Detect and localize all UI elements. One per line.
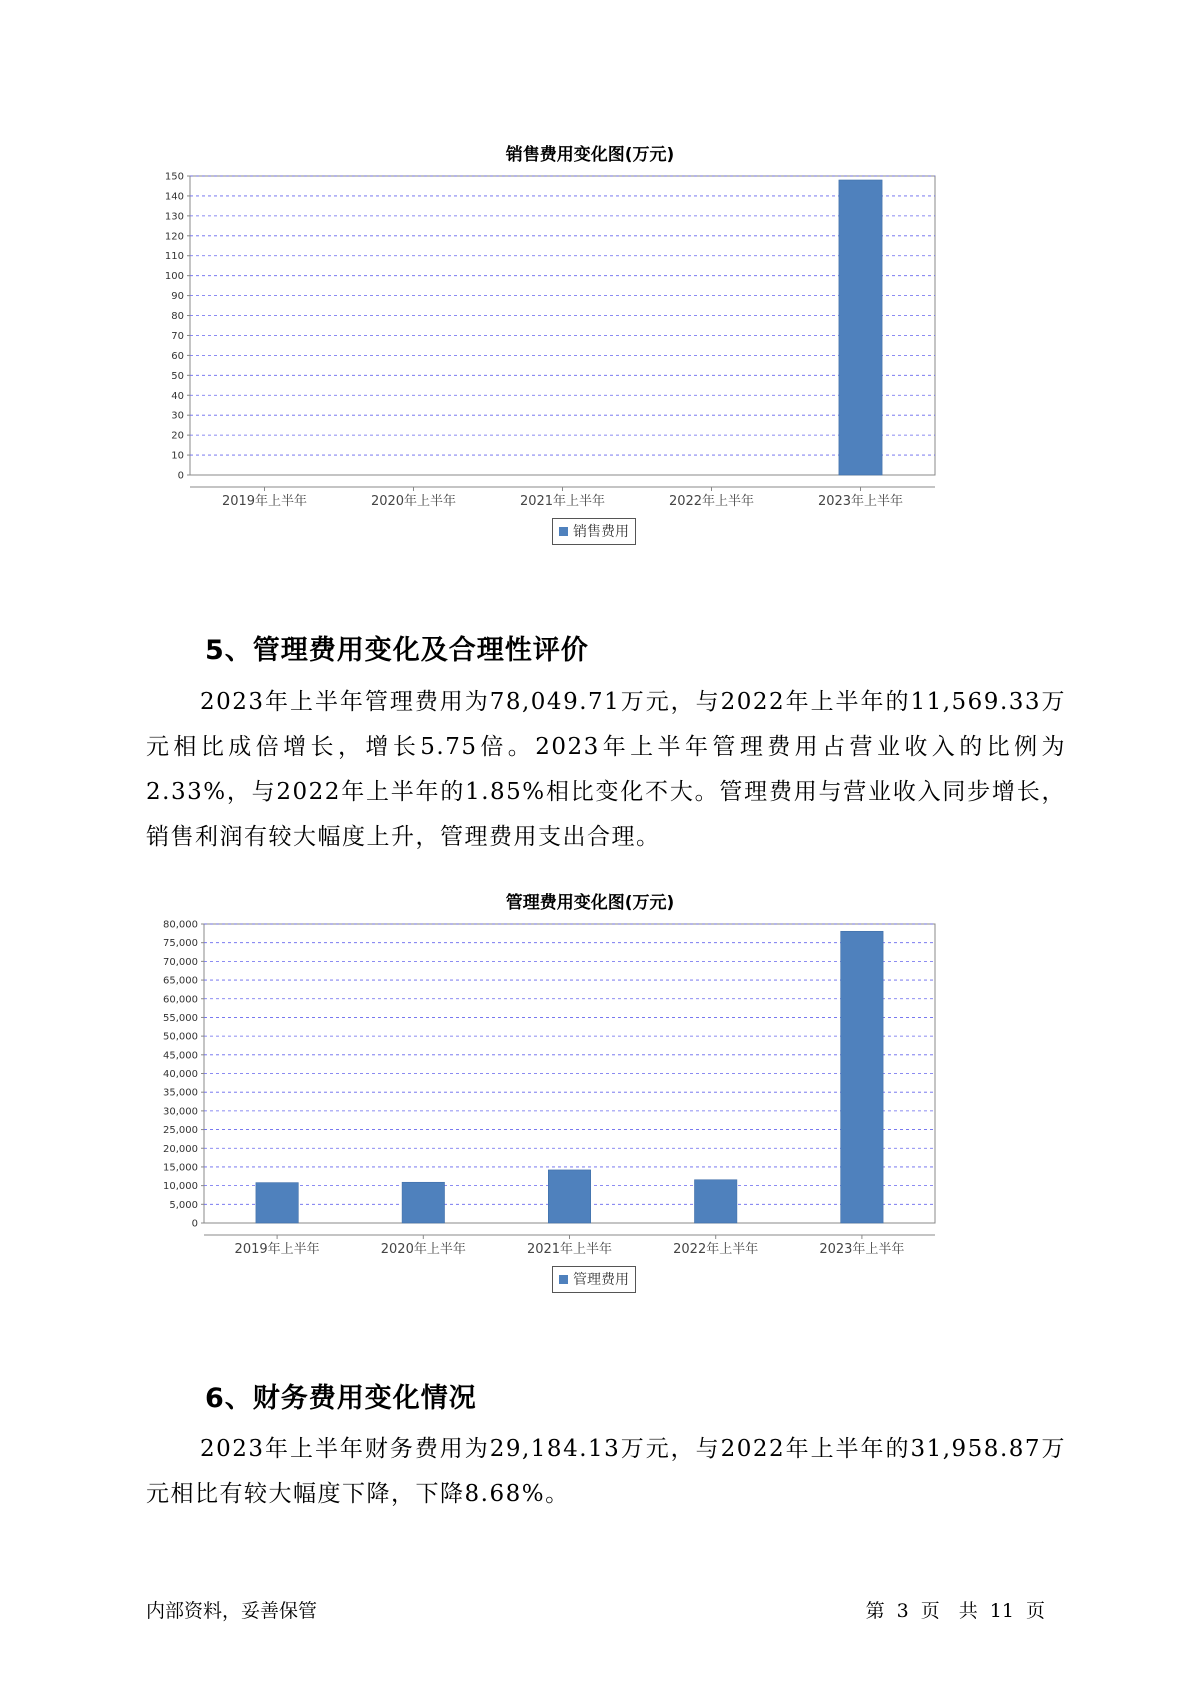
y-tick-label: 25,000 — [163, 1125, 198, 1137]
y-tick-label: 20,000 — [163, 1143, 198, 1155]
chart-title: 管理费用变化图(万元) — [505, 893, 675, 913]
admin-expense-chart — [140, 888, 1040, 1298]
y-tick-label: 75,000 — [163, 938, 198, 950]
y-tick-label: 80 — [171, 311, 184, 323]
sales-expense-chart — [140, 140, 1040, 550]
y-tick-label: 110 — [164, 251, 184, 263]
y-tick-label: 0 — [191, 1218, 198, 1230]
y-tick-label: 150 — [164, 171, 184, 183]
y-tick-label: 55,000 — [163, 1012, 198, 1024]
y-tick-label: 120 — [164, 231, 184, 243]
footer-note: 内部资料，妥善保管 — [146, 1600, 318, 1622]
legend-label: 销售费用 — [573, 524, 629, 540]
y-tick-label: 45,000 — [163, 1050, 198, 1062]
sales-expense-plot — [140, 170, 1040, 520]
y-tick-label: 70 — [171, 330, 184, 342]
section-paragraph: 2023年上半年财务费用为29,184.13万元，与2022年上半年的31,958.87万元相比有较大幅度下降，下降8.68%。 — [146, 1436, 1066, 1507]
y-tick-label: 15,000 — [163, 1162, 198, 1174]
section-heading: 5、管理费用变化及合理性评价 — [205, 635, 589, 666]
y-tick-label: 30,000 — [163, 1106, 198, 1118]
x-tick-label: 2020年上半年 — [370, 494, 457, 509]
bar — [839, 180, 882, 475]
x-tick-label: 2021年上半年 — [526, 1242, 613, 1257]
admin-expense-plot — [140, 918, 1040, 1268]
section-paragraph: 2023年上半年管理费用为78,049.71万元，与2022年上半年的11,569.33万元相比成倍增长，增长5.75倍。2023年上半年管理费用占营业收入的比例为2.33%，与2022年上半年的1.85%相比变化不大。管理费用与营业收入同步增长，销售利润有较大幅度上升，管理费用支出合理。 — [146, 689, 1066, 850]
y-tick-label: 0 — [177, 470, 184, 482]
y-tick-label: 50 — [171, 370, 184, 382]
x-tick-label: 2019年上半年 — [221, 494, 308, 509]
section-heading: 6、财务费用变化情况 — [205, 1383, 477, 1414]
y-tick-label: 30 — [171, 410, 184, 422]
x-tick-label: 2021年上半年 — [519, 494, 606, 509]
x-tick-label: 2019年上半年 — [234, 1242, 320, 1257]
chart-legend — [552, 518, 636, 545]
y-tick-label: 50,000 — [163, 1031, 198, 1043]
y-tick-label: 80,000 — [163, 919, 198, 931]
bar — [402, 1182, 444, 1223]
y-tick-label: 70,000 — [163, 956, 198, 968]
y-tick-label: 40 — [171, 390, 184, 402]
y-tick-label: 90 — [171, 291, 184, 303]
bar — [256, 1183, 298, 1223]
y-tick-label: 10 — [171, 450, 184, 462]
y-tick-label: 5,000 — [169, 1199, 198, 1211]
x-tick-label: 2020年上半年 — [380, 1242, 466, 1257]
y-tick-label: 60 — [171, 350, 184, 362]
y-tick-label: 20 — [171, 430, 184, 442]
y-tick-label: 100 — [164, 271, 184, 283]
legend-swatch — [559, 527, 568, 536]
x-tick-label: 2022年上半年 — [673, 1242, 759, 1257]
y-tick-label: 140 — [164, 191, 184, 203]
bar — [548, 1170, 590, 1223]
plot-frame — [190, 176, 935, 475]
y-tick-label: 35,000 — [163, 1087, 198, 1099]
x-tick-label: 2023年上半年 — [817, 494, 904, 509]
y-tick-label: 65,000 — [163, 975, 198, 987]
chart-legend — [552, 1266, 636, 1293]
legend-swatch — [559, 1275, 568, 1284]
chart-title: 销售费用变化图(万元) — [505, 145, 675, 165]
y-tick-label: 130 — [164, 211, 184, 223]
bar — [841, 931, 883, 1223]
legend-label: 管理费用 — [573, 1272, 629, 1288]
y-tick-label: 60,000 — [163, 994, 198, 1006]
page-number: 第 3 页 共 11 页 — [865, 1600, 1045, 1622]
y-tick-label: 10,000 — [163, 1181, 198, 1193]
y-tick-label: 40,000 — [163, 1069, 198, 1080]
x-tick-label: 2023年上半年 — [819, 1242, 905, 1257]
bar — [695, 1180, 737, 1223]
x-tick-label: 2022年上半年 — [668, 494, 755, 509]
